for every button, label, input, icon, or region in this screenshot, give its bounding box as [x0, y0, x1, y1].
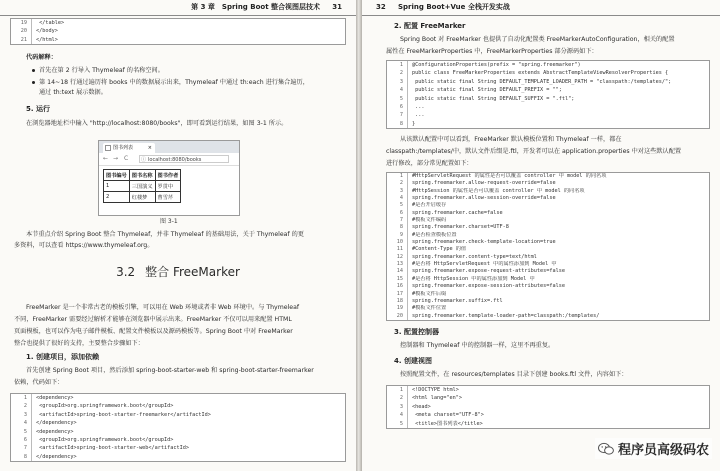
page-header: [362, 0, 720, 16]
code-line: [387, 217, 709, 224]
line-number: 11: [387, 246, 408, 253]
code-block: [386, 385, 710, 429]
code-line: [387, 86, 709, 94]
table-cell: 三国演义: [129, 181, 155, 192]
table-cell: 1: [104, 181, 130, 192]
section-number: 3.2: [116, 265, 136, 279]
page-header: [0, 0, 356, 16]
code-text: <artifactId>spring-boot-starter-web</artifactId>: [36, 445, 190, 452]
table-cell: 2: [104, 192, 130, 203]
line-number: 15: [387, 276, 408, 283]
code-line: [387, 283, 709, 290]
right-page: [362, 0, 720, 471]
step4-heading: 4. 创建视图: [394, 357, 432, 365]
line-number: 5: [387, 420, 408, 428]
line-number: 1: [11, 394, 32, 402]
summary-text: 多资料，可以查看 https://www.thymeleaf.org。: [14, 242, 154, 249]
line-number: 7: [387, 217, 408, 224]
code-line: [387, 305, 709, 312]
code-line: [387, 254, 709, 261]
code-text: public static final String DEFAULT_SUFFIX = ".ftl";: [412, 95, 575, 102]
table-header-cell: 图书作者: [155, 170, 181, 181]
props-text: 从该默认配置中可以看到，FreeMarker 默认模板位置和 Thymeleaf 一样，都在: [400, 136, 622, 143]
line-number: 2: [387, 69, 408, 77]
code-line: [11, 36, 345, 44]
line-number: 7: [387, 111, 408, 119]
code-text: </dependency>: [36, 420, 77, 427]
code-line: [387, 173, 709, 180]
code-line: [387, 298, 709, 305]
code-line: [11, 402, 345, 410]
code-text: @ConfigurationProperties(prefix = "spring.freemarker"): [412, 62, 581, 68]
code-text: <meta charset="UTF-8">: [412, 412, 484, 419]
code-line: [387, 276, 709, 283]
step1-text: 首先创建 Spring Boot 项目，然后添加 spring-boot-starter-web 和 spring-boot-starter-freemarker: [26, 367, 314, 374]
code-line: [11, 27, 345, 35]
book-table: [103, 169, 181, 203]
code-line: [387, 313, 709, 320]
code-text: ...: [412, 103, 425, 110]
table-cell: 红楼梦: [129, 192, 155, 203]
line-number: 5: [11, 428, 32, 436]
code-text: <html lang="en">: [412, 395, 462, 402]
line-number: 12: [387, 254, 408, 261]
code-line: [387, 224, 709, 231]
step3-text: 控制器和 Thymeleaf 中的控制器一样，这里不再重复。: [400, 342, 555, 349]
line-number: 5: [387, 95, 408, 103]
close-icon: ×: [147, 145, 152, 151]
code-line: [387, 180, 709, 187]
header-title: Spring Boot+Vue 全栈开发实战: [398, 3, 510, 11]
browser-tab: [103, 143, 155, 153]
table-cell: 曹雪芹: [155, 192, 181, 203]
table-cell: 罗贯中: [155, 181, 181, 192]
code-line: [387, 261, 709, 268]
line-number: 19: [11, 19, 32, 27]
line-number: 18: [387, 298, 408, 305]
code-text: <head>: [412, 403, 431, 410]
line-number: 2: [387, 180, 408, 187]
line-number: 20: [11, 27, 32, 35]
code-line: [387, 420, 709, 428]
code-text: ...: [412, 112, 425, 119]
code-line: [387, 210, 709, 217]
code-text: #是否检查模板位置: [412, 231, 457, 238]
props-text: 进行修改，部分常见配置如下：: [386, 160, 473, 167]
code-text: spring.freemarker.suffix=.ftl: [412, 297, 503, 304]
code-text: <artifactId>spring-boot-starter-freemarker</artifactId>: [36, 411, 211, 418]
line-number: 1: [387, 61, 408, 69]
line-number: 9: [387, 232, 408, 239]
watermark: [595, 438, 712, 459]
table-header-cell: 图书名称: [129, 170, 155, 181]
code-line: [387, 120, 709, 128]
code-line: [11, 428, 345, 436]
url-field: [139, 155, 229, 163]
code-text: #HttpSession 的属性是否可以覆盖 controller 中 model 的同名项: [412, 187, 585, 194]
run-text: 在浏览器地址栏中输入 "http://localhost:8080/books"，即可看到运行结果，如图 3-1 所示。: [26, 120, 288, 127]
forward-icon: →: [113, 155, 119, 162]
code-text: #是否开启缓存: [412, 202, 447, 209]
line-number: 13: [387, 261, 408, 268]
step3-heading: 3. 配置控制器: [394, 328, 439, 336]
code-text: public static final String DEFAULT_PREFIX = "";: [412, 87, 562, 94]
code-text: <groupId>org.springframework.boot</groupId>: [36, 403, 174, 410]
code-text: <dependency>: [36, 395, 74, 401]
code-text: #是否将 HttpServletRequest 中的属性添加到 Model 中: [412, 261, 557, 268]
header-title: 第 3 章 Spring Boot 整合视图层技术: [191, 3, 320, 11]
table-header-row: [104, 170, 181, 181]
code-line: [11, 19, 345, 27]
code-text: public class FreeMarkerProperties extends AbstractTemplateViewResolverProperties {: [412, 70, 669, 77]
code-text: #是否将 HttpSession 中的属性添加到 Model 中: [412, 275, 535, 282]
line-number: 5: [387, 202, 408, 209]
code-line: [387, 403, 709, 411]
info-icon: ⓘ: [141, 157, 147, 163]
code-line: [11, 453, 345, 461]
line-number: 20: [387, 313, 408, 320]
code-text: <dependency>: [36, 428, 74, 435]
code-block: [10, 18, 346, 45]
section-title: [0, 263, 356, 280]
page-number: 32: [376, 3, 386, 11]
code-text: spring.freemarker.template-loader-path=classpath:/templates/: [412, 312, 600, 319]
code-line: [387, 232, 709, 239]
step2-heading: 2. 配置 FreeMarker: [394, 22, 466, 30]
line-number: 3: [387, 403, 408, 411]
table-row: [104, 192, 181, 203]
code-line: [11, 419, 345, 427]
watermark-text: 程序员高级码农: [617, 443, 709, 458]
code-text: </html>: [36, 36, 58, 43]
code-text: </table>: [36, 20, 65, 26]
code-line: [387, 69, 709, 77]
intro-line: 不同，FreeMarker 需要经过解析才能够在浏览器中展示出来。FreeMarker 不仅可以用来配置 HTML: [14, 316, 292, 323]
line-number: 6: [11, 436, 32, 444]
code-text: spring.freemarker.allow-request-override=false: [412, 180, 556, 187]
step2-text: 属性在 FreeMarkerProperties 中，FreeMarkerProperties 部分源码如下：: [386, 48, 598, 55]
browser-address-bar: [99, 153, 239, 166]
code-text: spring.freemarker.expose-request-attributes=false: [412, 268, 566, 275]
code-text: public static final String DEFAULT_TEMPLATE_LOADER_PATH = "classpath:/templates/";: [412, 78, 672, 85]
intro-line: 页面模板，也可以作为电子邮件模板、配置文件模板以及源码模板等。Spring Boot 中对 FreeMarker: [14, 328, 293, 335]
code-text: spring.freemarker.cache=false: [412, 209, 503, 216]
code-line: [387, 291, 709, 298]
reload-icon: C: [124, 155, 129, 162]
code-line: [387, 195, 709, 202]
line-number: 21: [11, 36, 32, 44]
code-text: </body>: [36, 28, 58, 35]
code-text: #模板文件后缀: [412, 290, 447, 297]
code-line: [387, 246, 709, 253]
code-text: #HttpServletRequest 的属性是否可以覆盖 controller 中 model 的同名项: [412, 173, 607, 179]
line-number: 7: [11, 444, 32, 452]
code-line: [387, 202, 709, 209]
line-number: 10: [387, 239, 408, 246]
code-line: [387, 239, 709, 246]
code-line: [387, 188, 709, 195]
tab-title: 图书列表: [113, 145, 134, 151]
page-number: 31: [332, 3, 342, 11]
browser-screenshot: [98, 140, 240, 216]
code-block: [386, 60, 710, 129]
code-text: spring.freemarker.check-template-location=true: [412, 239, 556, 246]
code-text: <!DOCTYPE html>: [412, 387, 459, 393]
bullet-item: 第 14~18 行通过遍历将 books 中的数据展示出来，Thymeleaf 中通过 th:each 进行集合遍历，: [32, 78, 309, 87]
code-line: [387, 78, 709, 86]
line-number: 4: [387, 195, 408, 202]
line-number: 14: [387, 268, 408, 275]
intro-line: 整合也提供了很好的支持，主要整合步骤如下：: [14, 340, 144, 347]
line-number: 8: [387, 120, 408, 128]
bullet-item-continued: 通过 th:text 展示数据。: [39, 89, 107, 96]
section-title-text: 整合 FreeMarker: [145, 265, 240, 279]
code-line: [11, 411, 345, 419]
line-number: 6: [387, 103, 408, 111]
code-text: spring.freemarker.content-type=text/html: [412, 253, 537, 260]
run-heading: 5. 运行: [26, 105, 50, 113]
code-text: }: [412, 120, 416, 127]
code-line: [387, 111, 709, 119]
line-number: 1: [387, 173, 408, 180]
code-explain-title: 代码解释：: [26, 54, 57, 61]
line-number: 4: [387, 86, 408, 94]
code-text: </dependency>: [36, 453, 77, 460]
table-header-cell: 图书编号: [104, 170, 130, 181]
line-number: 19: [387, 305, 408, 312]
step1-text: 依赖，代码如下：: [14, 379, 64, 386]
step4-text: 按照配置文件，在 resources/templates 目录下创建 books.ftl 文件，内容如下：: [400, 371, 628, 378]
code-line: [387, 268, 709, 275]
line-number: 8: [11, 453, 32, 461]
code-text: spring.freemarker.charset=UTF-8: [412, 224, 509, 231]
code-text: #模板文件编码: [412, 217, 447, 224]
line-number: 16: [387, 283, 408, 290]
page-icon: [105, 145, 111, 151]
line-number: 3: [387, 188, 408, 195]
line-number: 8: [387, 224, 408, 231]
code-text: <title>图书列表</title>: [412, 420, 483, 427]
code-line: [387, 411, 709, 419]
line-number: 17: [387, 291, 408, 298]
code-text: #Content-Type 的值: [412, 246, 467, 253]
url-text: localhost:8080/books: [148, 157, 202, 163]
code-text: <groupId>org.springframework.boot</groupId>: [36, 436, 174, 443]
code-text: spring.freemarker.allow-session-override=false: [412, 195, 556, 202]
line-number: 2: [11, 402, 32, 410]
code-text: spring.freemarker.expose-session-attributes=false: [412, 283, 566, 290]
back-icon: ←: [103, 155, 109, 162]
line-number: 6: [387, 210, 408, 217]
code-line: [387, 394, 709, 402]
line-number: 4: [387, 411, 408, 419]
code-line: [11, 394, 345, 402]
wechat-icon: [598, 442, 614, 456]
code-block: [386, 172, 710, 321]
line-number: 3: [387, 78, 408, 86]
line-number: 1: [387, 386, 408, 394]
browser-tab-bar: [99, 141, 239, 153]
code-text: #模板文件位置: [412, 305, 447, 312]
props-text: classpath:/templates/中，默认文件后缀是.ftl，开发者可以在 application.properties 中对这些默认配置: [386, 148, 682, 155]
line-number: 3: [11, 411, 32, 419]
code-line: [11, 444, 345, 452]
step2-text: Spring Boot 对 FreeMarker 也提供了自动化配置类 FreeMarkerAutoConfiguration，相关的配置: [400, 36, 675, 43]
code-line: [11, 436, 345, 444]
code-line: [387, 103, 709, 111]
line-number: 2: [387, 394, 408, 402]
figure-caption: 图 3-1: [160, 218, 178, 225]
code-block: [10, 393, 346, 462]
code-line: [387, 386, 709, 394]
line-number: 4: [11, 419, 32, 427]
left-page: [0, 0, 356, 471]
table-row: [104, 181, 181, 192]
bullet-item: 首先在第 2 行导入 Thymeleaf 的名称空间。: [32, 66, 164, 75]
summary-text: 本节重点介绍 Spring Boot 整合 Thymeleaf，并非 Thymeleaf 的基础用法，关于 Thymeleaf 的更: [26, 231, 304, 238]
code-line: [387, 61, 709, 69]
step1-heading: 1. 创建项目，添加依赖: [26, 353, 99, 361]
code-line: [387, 95, 709, 103]
intro-line: FreeMarker 是一个非常古老的模板引擎，可以用在 Web 环境或者非 Web 环境中。与 Thymeleaf: [26, 304, 300, 311]
